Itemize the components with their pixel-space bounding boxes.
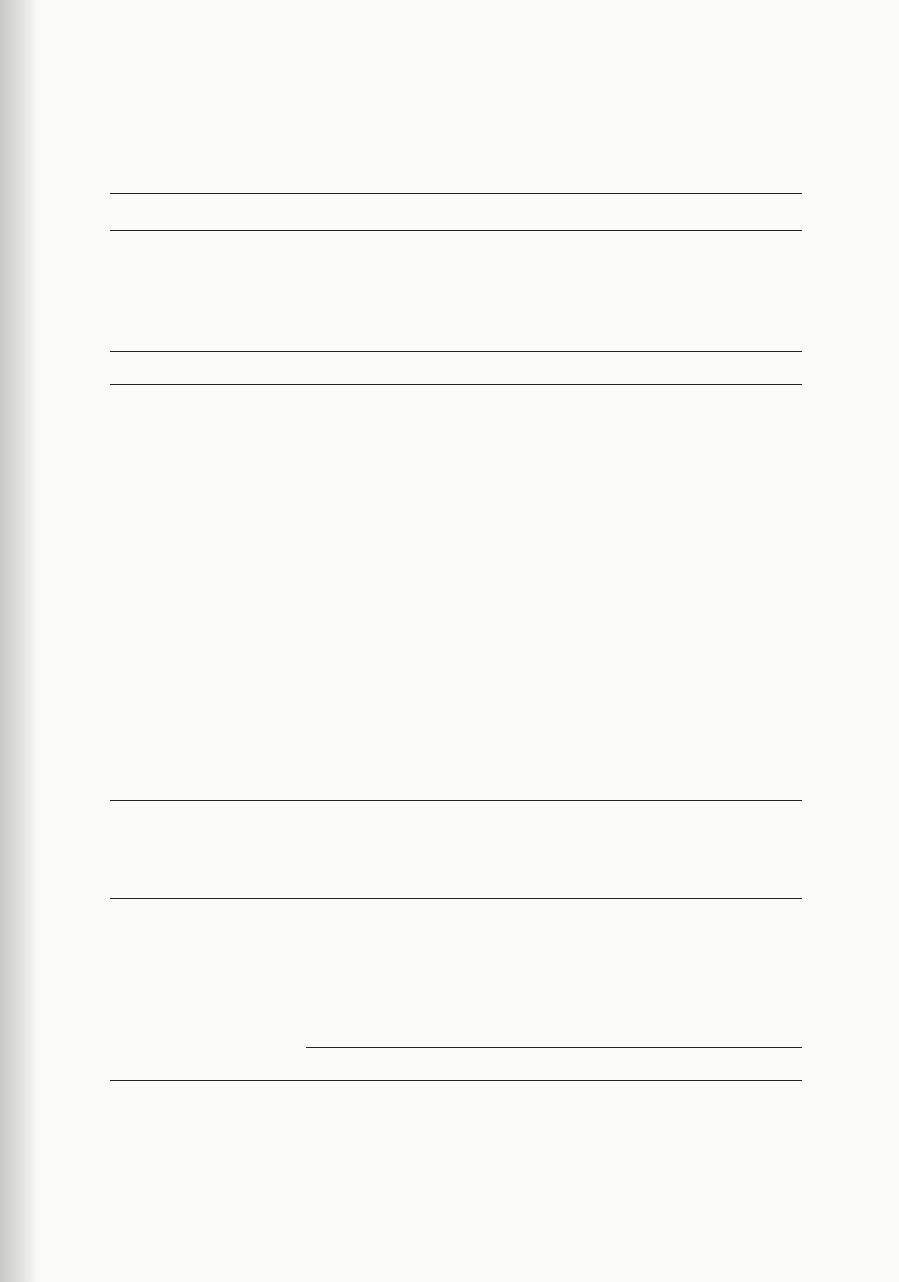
table-2-header-rule xyxy=(110,898,802,899)
scan-shadow xyxy=(0,0,38,1282)
table-1-bottom-rule xyxy=(110,384,802,385)
table-1-header-rule xyxy=(110,230,802,231)
table-2-top-rule xyxy=(110,800,802,801)
table-2-total-rule xyxy=(306,1047,802,1048)
table-1-sum-row xyxy=(110,357,802,380)
table-1-header-row xyxy=(110,204,802,227)
table-1-top-rule xyxy=(110,193,802,194)
table-1-sum-rule xyxy=(110,351,802,352)
table-2-bottom-rule xyxy=(110,1080,802,1081)
